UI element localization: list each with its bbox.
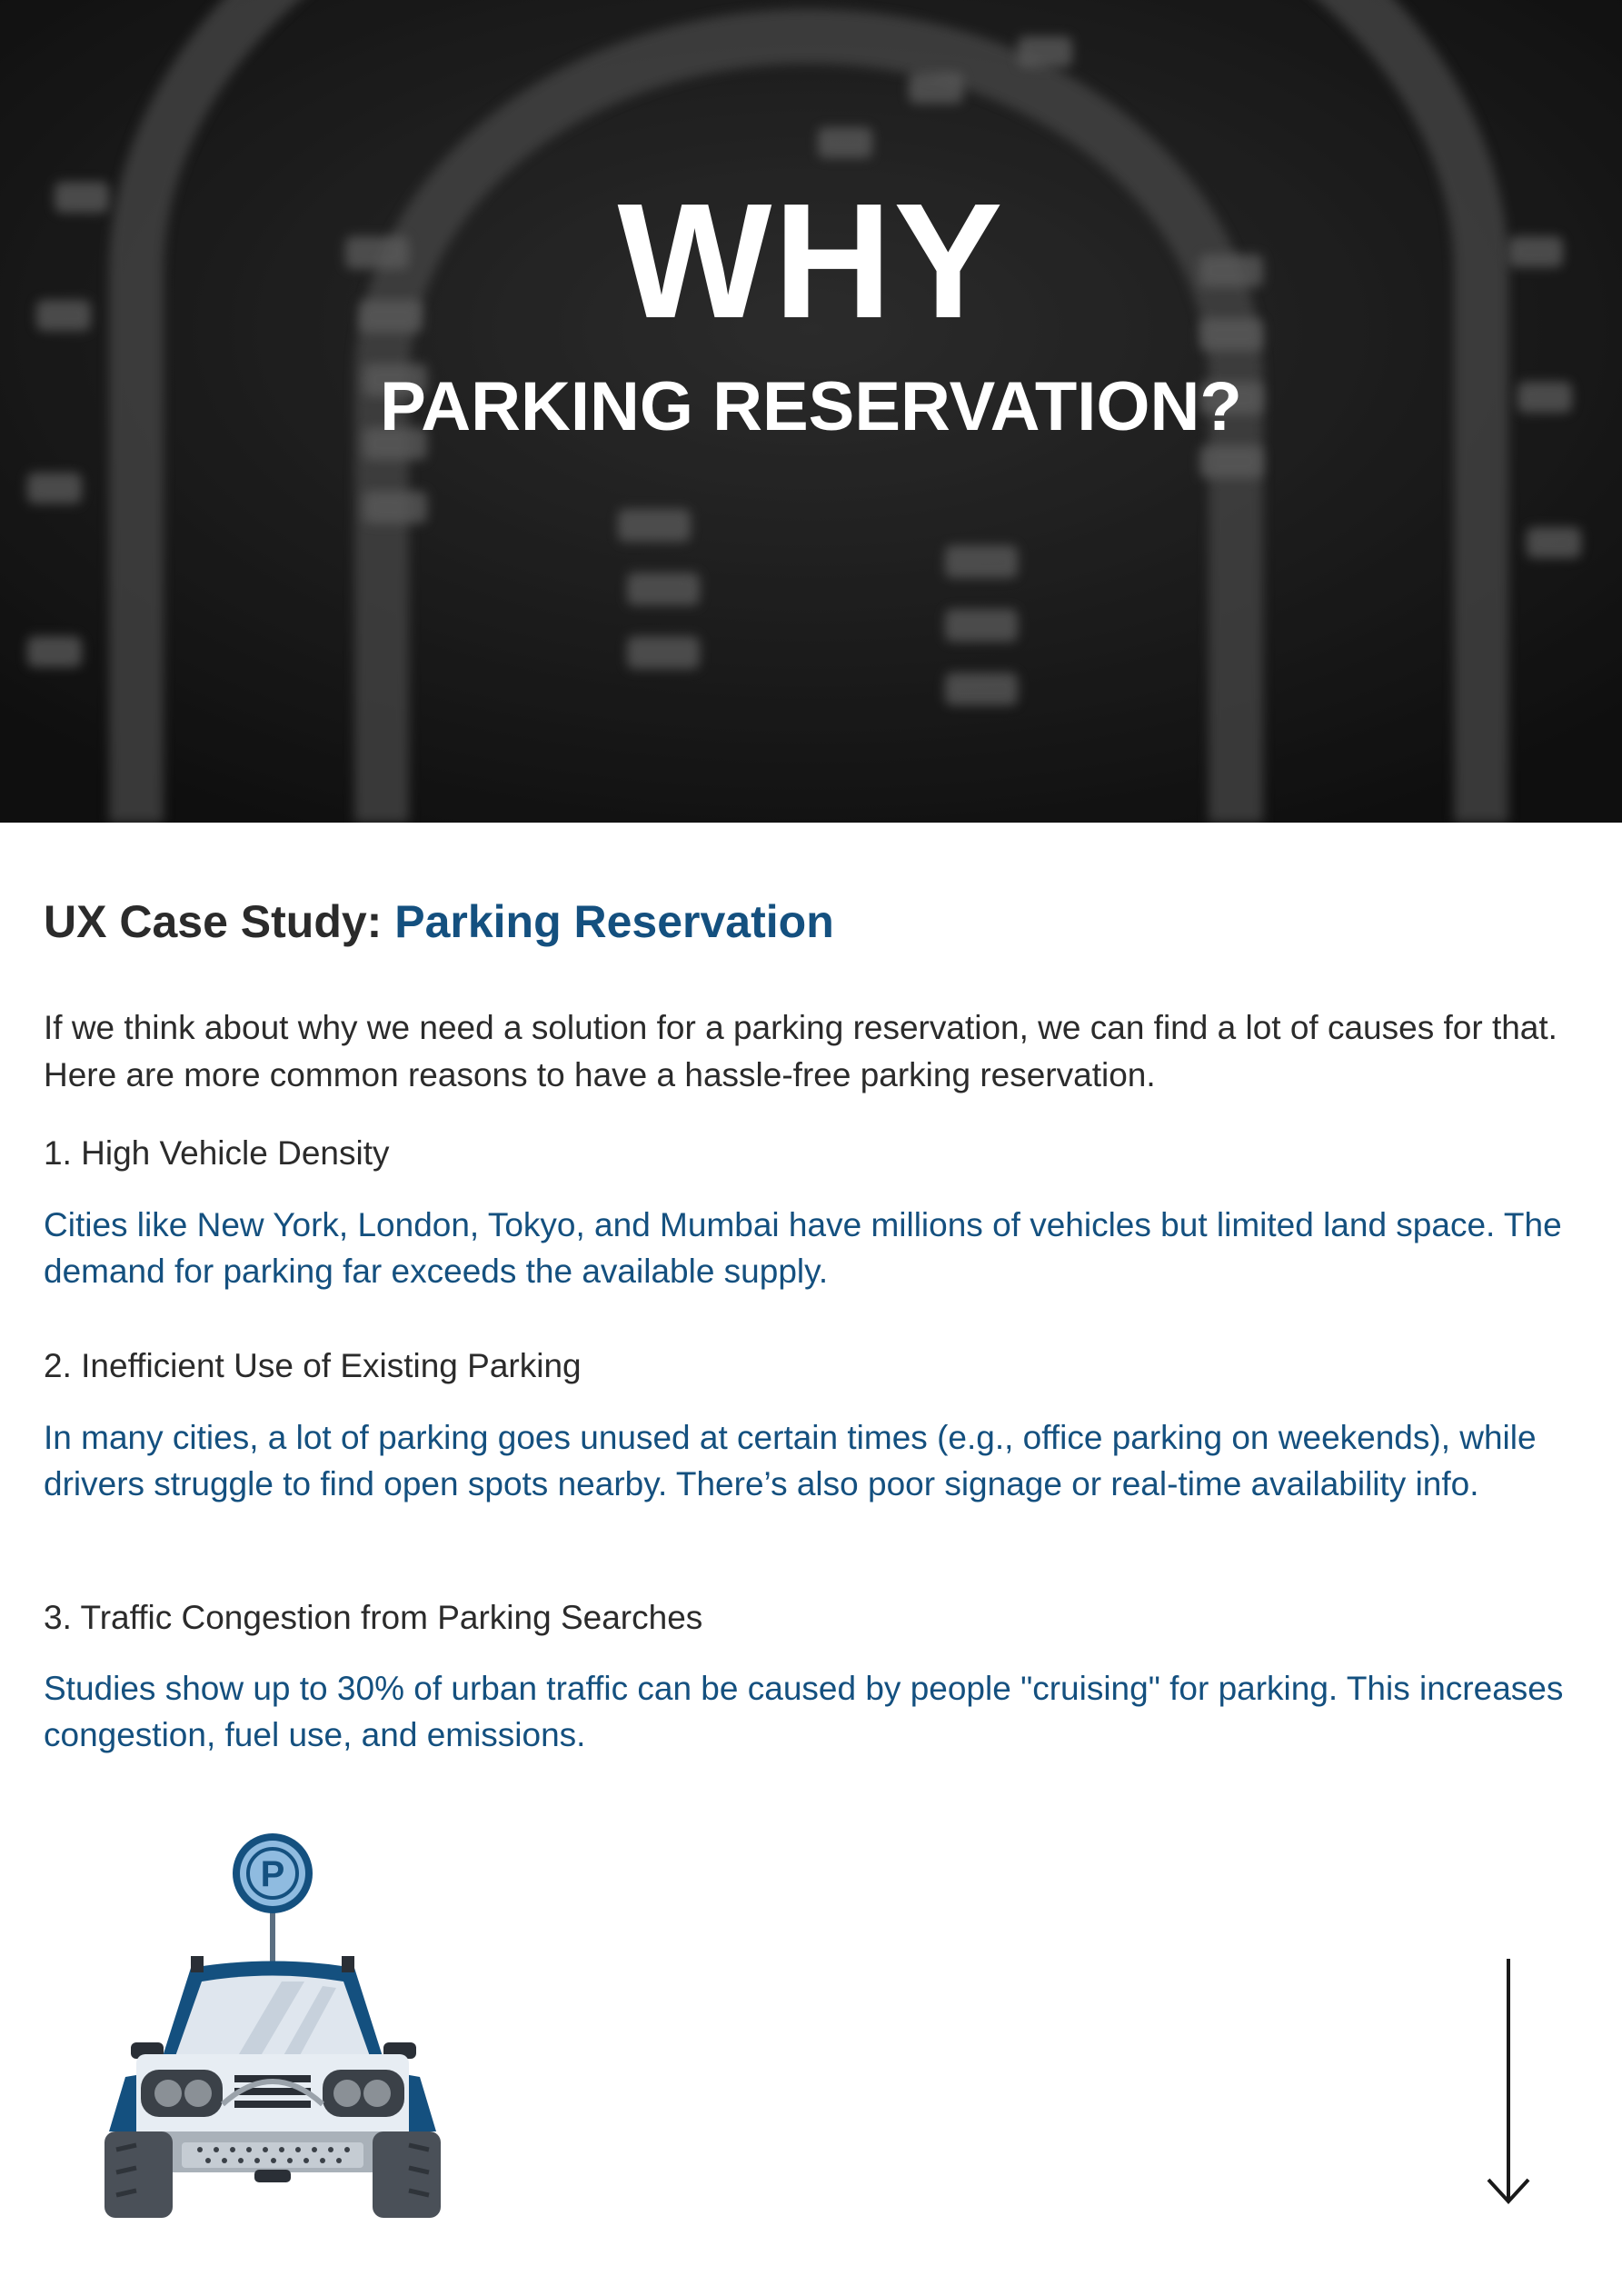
parking-sign-letter: P <box>260 1854 285 1894</box>
hero-subtitle: PARKING RESERVATION? <box>380 368 1242 445</box>
reason-text: Studies show up to 30% of urban traffic can be caused by people "cruising" for parking. This increases congestion, fuel use, and emissions. <box>44 1670 1564 1753</box>
reason-text: In many cities, a lot of parking goes unused at certain times (e.g., office parking on weekends), while drivers struggle to find open spots nearby. There’s also poor signage or real-time availability info. <box>44 1419 1537 1502</box>
arrow-down-icon[interactable] <box>1481 1954 1536 2209</box>
reason-text: Cities like New York, London, Tokyo, and Mumbai have millions of vehicles but limited land space. The demand for parking far exceeds the available supply. <box>44 1206 1562 1290</box>
case-study-heading <box>44 895 1579 948</box>
intro-paragraph: If we think about why we need a solution for a parking reservation, we can find a lot of causes for that. Here are more common reasons to have a hassle-free parking reservation. <box>44 1009 1557 1093</box>
reason-title: 2. Inefficient Use of Existing Parking <box>44 1347 582 1384</box>
parking-sign-icon <box>233 1833 313 1913</box>
heading-prefix: UX Case Study: <box>44 896 395 947</box>
car-parking-illustration <box>100 1832 454 2222</box>
hero-title: WHY <box>617 170 1005 353</box>
reason-title: 3. Traffic Congestion from Parking Searches <box>44 1599 703 1636</box>
hero-banner <box>0 0 1622 823</box>
reason-title: 1. High Vehicle Density <box>44 1134 390 1172</box>
heading-accent: Parking Reservation <box>394 896 834 947</box>
